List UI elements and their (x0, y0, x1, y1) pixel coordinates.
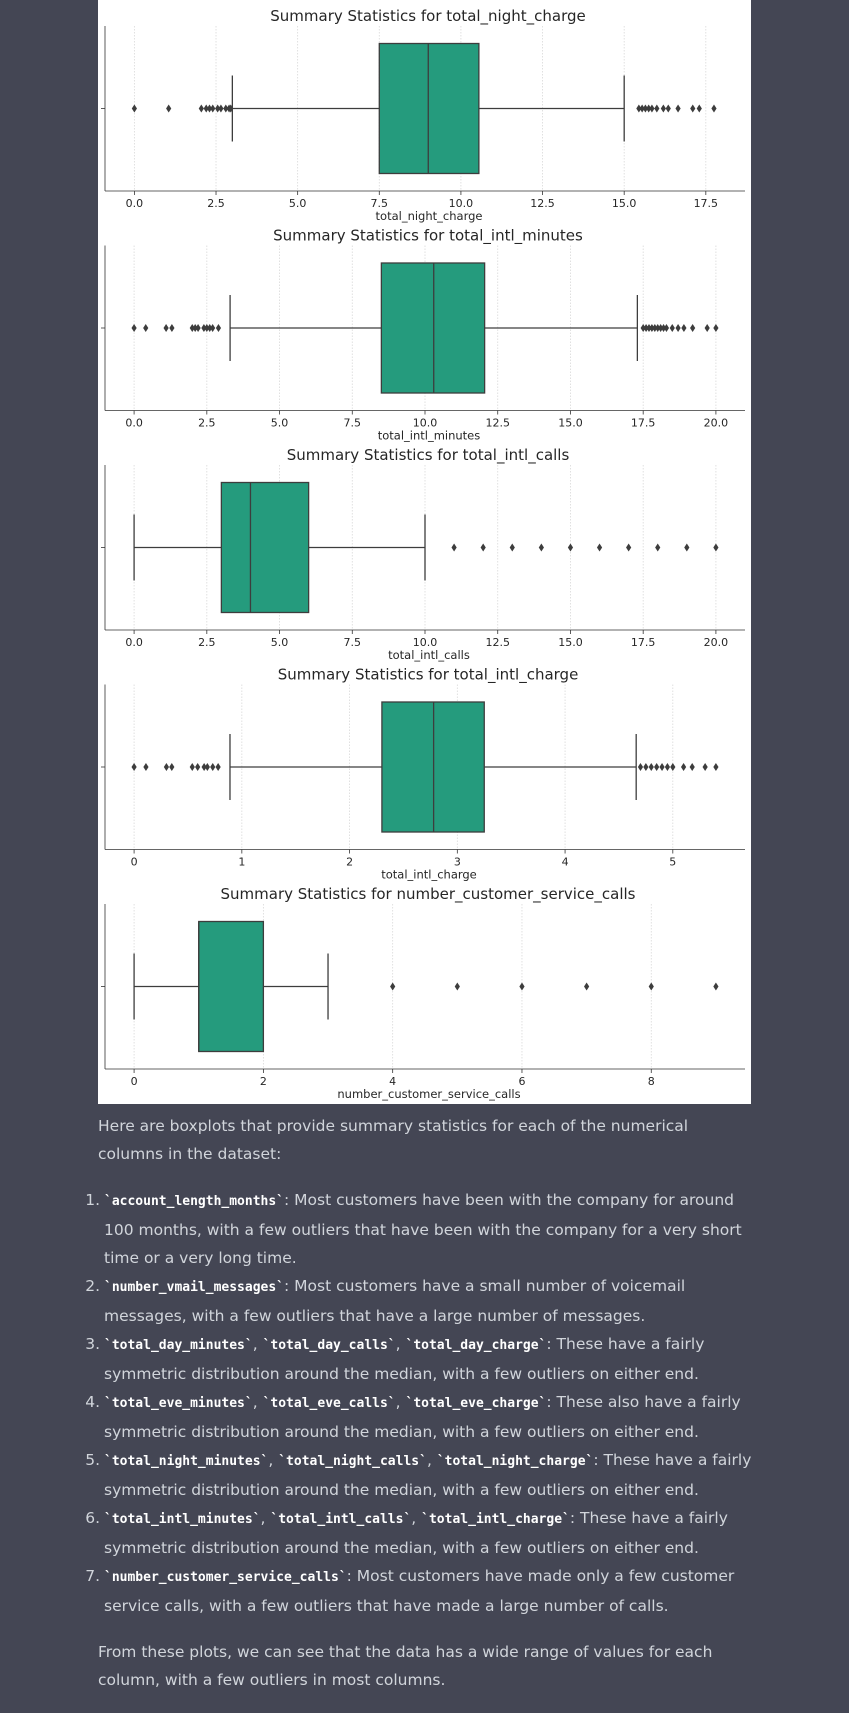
outlier-point (626, 544, 631, 552)
x-tick-label: 15.0 (558, 636, 583, 649)
column-code: `number_vmail_messages` (104, 1280, 285, 1295)
iqr-box (381, 263, 484, 393)
x-tick-label: 5 (669, 855, 677, 869)
outlier-point (195, 324, 200, 332)
x-tick-label: 7.5 (370, 197, 389, 210)
outlier-point (666, 105, 671, 113)
iqr-box (379, 44, 479, 174)
list-number: 5. (85, 1451, 100, 1469)
chart-title: Summary Statistics for total_intl_calls (286, 446, 570, 464)
column-code: `total_day_minutes` (104, 1338, 253, 1353)
x-tick-label: 15.0 (558, 416, 583, 430)
outlier-point (713, 324, 718, 332)
conclusion-paragraph: From these plots, we can see that the data has a wide range of values for each column, with a few outliers in most columns. (98, 1643, 713, 1689)
item-text: : Most customers have been with the company for around 100 months, with a few outliers that have been with the company for a very short time or a very long time. (104, 1191, 742, 1267)
column-code: `total_eve_minutes` (104, 1396, 253, 1411)
outlier-point (690, 105, 695, 113)
outlier-point (132, 105, 137, 113)
x-tick-label: 20.0 (703, 416, 729, 430)
outlier-point (643, 763, 648, 771)
column-code: `total_intl_charge` (421, 1512, 570, 1527)
x-axis-label: number_customer_service_calls (337, 1087, 521, 1101)
x-tick-label: 0 (130, 1075, 138, 1088)
list-item (85, 1272, 758, 1330)
item-text: : These also have a fairly symmetric distribution around the median, with a few outliers on either end. (104, 1393, 741, 1441)
outlier-point (664, 324, 669, 332)
separator: , (411, 1509, 422, 1527)
outlier-point (190, 763, 195, 771)
chart-title: Summary Statistics for total_intl_minutes (273, 226, 583, 245)
item-text: : These have a fairly symmetric distribution around the median, with a few outliers on either end. (104, 1509, 728, 1557)
item-text: : Most customers have made only a few customer service calls, with a few outliers that have made a large number of calls. (104, 1567, 735, 1615)
separator: , (268, 1451, 279, 1469)
list-number: 3. (85, 1335, 100, 1353)
column-code: `total_day_charge` (405, 1338, 547, 1353)
x-tick-label: 10.0 (412, 416, 438, 430)
outlier-point (697, 105, 702, 113)
outlier-point (684, 544, 689, 552)
list-item (85, 1446, 758, 1504)
outlier-point (143, 324, 148, 332)
x-axis-label: total_intl_calls (388, 648, 470, 662)
outlier-point (597, 544, 602, 552)
x-tick-label: 2 (346, 855, 354, 869)
outlier-point (216, 324, 221, 332)
list-number: 4. (85, 1393, 100, 1411)
x-tick-label: 2.5 (207, 197, 225, 210)
outlier-point (131, 763, 136, 771)
outlier-point (649, 983, 654, 991)
outlier-point (654, 763, 659, 771)
x-tick-label: 2.5 (198, 636, 216, 649)
outlier-point (216, 763, 221, 771)
outlier-point (665, 763, 670, 771)
list-item (85, 1388, 758, 1446)
outlier-point (166, 105, 171, 113)
boxplot-svg (98, 0, 751, 1104)
outlier-point (713, 763, 718, 771)
list-item (85, 1504, 758, 1562)
outlier-point (675, 105, 680, 113)
column-code: `account_length_months` (104, 1194, 285, 1209)
x-axis-label: total_night_charge (375, 209, 483, 223)
outlier-point (681, 763, 686, 771)
outlier-point (655, 544, 660, 552)
x-tick-label: 17.5 (630, 416, 656, 430)
outlier-point (713, 544, 718, 552)
item-text: : These have a fairly symmetric distribution around the median, with a few outliers on either end. (104, 1451, 752, 1499)
outlier-point (163, 324, 168, 332)
x-tick-label: 0.0 (125, 636, 143, 649)
list-number: 6. (85, 1509, 100, 1527)
x-tick-label: 20.0 (703, 636, 729, 649)
assistant-response (85, 1112, 758, 1694)
x-tick-label: 5.0 (270, 416, 289, 430)
outlier-point (690, 324, 695, 332)
column-code: `total_intl_minutes` (104, 1512, 261, 1527)
chart-title: Summary Statistics for total_intl_charge (277, 665, 579, 684)
outlier-point (661, 105, 666, 113)
list-item (85, 1562, 758, 1620)
column-code: `total_night_charge` (436, 1454, 594, 1469)
column-code: `total_eve_calls` (262, 1396, 396, 1411)
x-tick-label: 17.5 (693, 197, 719, 210)
x-tick-label: 2 (259, 1075, 267, 1088)
iqr-box (221, 483, 308, 613)
x-tick-label: 5.0 (288, 197, 307, 210)
outlier-point (164, 763, 169, 771)
outlier-point (481, 544, 486, 552)
x-tick-label: 2.5 (198, 416, 216, 430)
x-tick-label: 17.5 (630, 636, 656, 649)
chart-title: Summary Statistics for number_customer_service_calls (220, 885, 636, 903)
boxplot-figure (98, 0, 751, 1104)
x-tick-label: 12.5 (485, 636, 510, 649)
column-code: `total_night_calls` (278, 1454, 427, 1469)
item-text: : Most customers have a small number of voicemail messages, with a few outliers that have a large number of messages. (104, 1277, 686, 1325)
column-code: `total_day_calls` (262, 1338, 396, 1353)
outlier-point (510, 544, 515, 552)
x-tick-label: 10.0 (448, 197, 474, 210)
item-text: : These have a fairly symmetric distribution around the median, with a few outliers on either end. (104, 1335, 705, 1383)
separator: , (252, 1335, 263, 1353)
outlier-point (390, 983, 395, 991)
list-item (85, 1186, 758, 1272)
chart-title: Summary Statistics for total_night_charge (270, 7, 586, 25)
x-tick-label: 5.0 (270, 636, 289, 649)
column-summary-list (85, 1186, 758, 1620)
x-tick-label: 7.5 (343, 416, 362, 430)
outlier-point (670, 324, 675, 332)
outlier-point (199, 105, 204, 113)
outlier-point (703, 763, 708, 771)
outlier-point (210, 105, 215, 113)
column-code: `total_eve_charge` (405, 1396, 547, 1411)
separator: , (252, 1393, 263, 1411)
x-tick-label: 4 (561, 855, 569, 869)
x-tick-label: 7.5 (343, 636, 362, 649)
iqr-box (199, 922, 264, 1052)
outlier-point (218, 105, 223, 113)
list-item (85, 1330, 758, 1388)
outlier-point (654, 105, 659, 113)
separator: , (426, 1451, 437, 1469)
x-tick-label: 4 (389, 1075, 397, 1088)
column-code: `total_night_minutes` (104, 1454, 269, 1469)
outlier-point (705, 324, 710, 332)
outlier-point (711, 105, 716, 113)
x-tick-label: 0 (130, 855, 138, 869)
x-tick-label: 3 (453, 855, 461, 869)
outlier-point (455, 983, 460, 991)
outlier-point (210, 324, 215, 332)
separator: , (395, 1335, 406, 1353)
column-code: `number_customer_service_calls` (104, 1570, 347, 1585)
outlier-point (195, 763, 200, 771)
x-tick-label: 8 (647, 1075, 655, 1088)
outlier-point (675, 324, 680, 332)
x-axis-label: total_intl_minutes (377, 428, 481, 443)
x-tick-label: 0.0 (125, 416, 143, 430)
outlier-point (169, 763, 174, 771)
x-tick-label: 0.0 (125, 197, 144, 210)
outlier-point (169, 324, 174, 332)
x-tick-label: 12.5 (485, 416, 510, 430)
list-number: 1. (85, 1191, 100, 1209)
outlier-point (670, 763, 675, 771)
outlier-point (649, 105, 654, 113)
list-number: 7. (85, 1567, 100, 1585)
x-tick-label: 12.5 (530, 197, 555, 210)
separator: , (260, 1509, 271, 1527)
outlier-point (681, 324, 686, 332)
outlier-point (568, 544, 573, 552)
x-tick-label: 1 (238, 855, 246, 869)
x-axis-label: total_intl_charge (381, 867, 477, 882)
outlier-point (539, 544, 544, 552)
outlier-point (659, 763, 664, 771)
outlier-point (638, 763, 643, 771)
separator: , (395, 1393, 406, 1411)
intro-paragraph: Here are boxplots that provide summary statistics for each of the numerical columns in the dataset: (98, 1117, 689, 1163)
x-tick-label: 10.0 (412, 636, 438, 649)
outlier-point (131, 324, 136, 332)
x-tick-label: 6 (518, 1075, 526, 1088)
outlier-point (205, 763, 210, 771)
outlier-point (519, 983, 524, 991)
outlier-point (713, 983, 718, 991)
outlier-point (649, 763, 654, 771)
list-number: 2. (85, 1277, 100, 1295)
outlier-point (690, 763, 695, 771)
outlier-point (584, 983, 589, 991)
outlier-point (210, 763, 215, 771)
outlier-point (143, 763, 148, 771)
x-tick-label: 15.0 (611, 197, 637, 210)
outlier-point (451, 544, 456, 552)
column-code: `total_intl_calls` (270, 1512, 412, 1527)
